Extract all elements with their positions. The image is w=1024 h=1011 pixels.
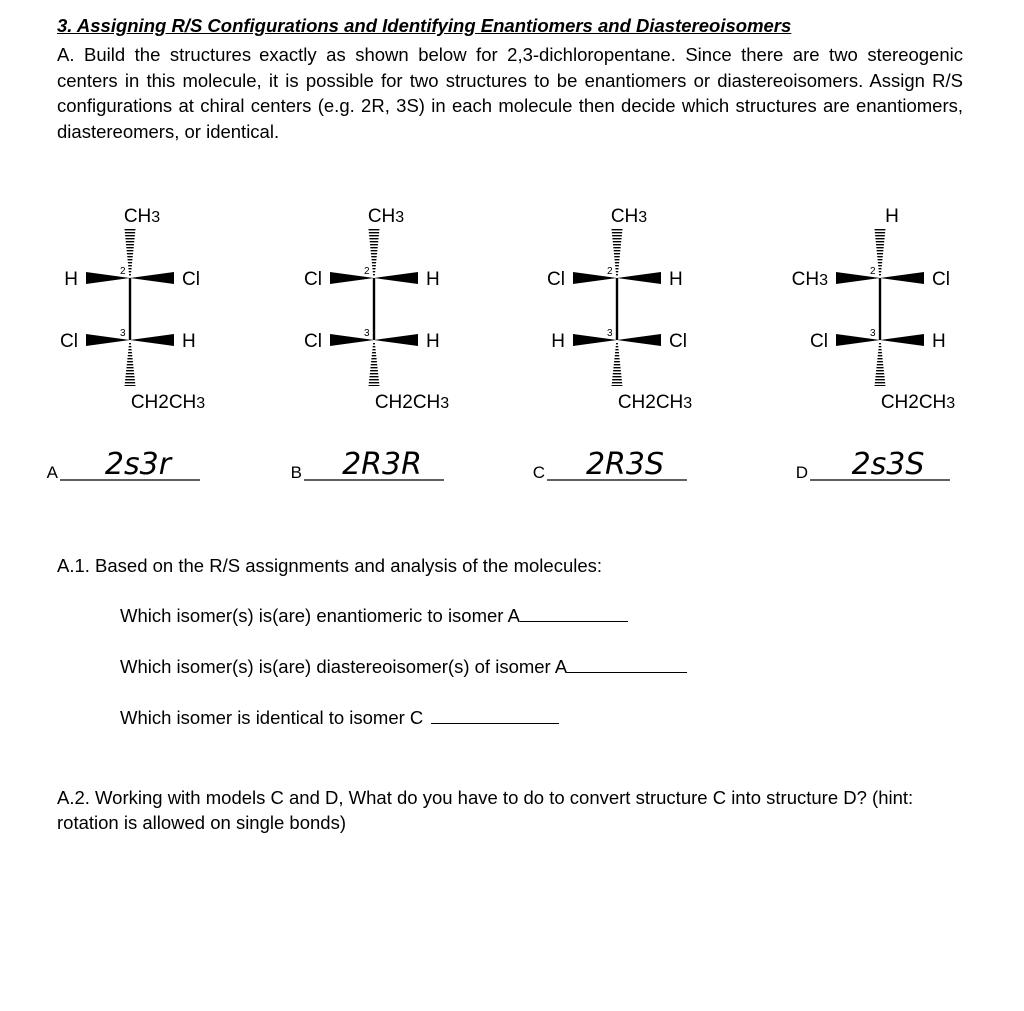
carbon-number-2: 2 (607, 266, 613, 277)
molecule-c (533, 206, 693, 482)
top-substituent: CH3 (123, 206, 161, 227)
answer-blank-enantiomer[interactable] (520, 605, 628, 622)
intro-text: exactly as shown below for 2,3-dichloropentane. Since there are two stereogenic centers in this molecule, it is possible for two structures to be enantiomers or diastereoisomers. Assign R/S configurations at chiral centers (e.g. 2R, 3S) in each molecule then decide which structures are enantiomers, diastereomers, or identical. (57, 44, 963, 142)
wedge-c3-right (374, 334, 418, 346)
carbon-number-3: 3 (120, 328, 126, 339)
molecule-d (792, 206, 956, 482)
structure-letter: C (532, 463, 545, 482)
question-diastereoisomer-text: Which isomer(s) is(are) diastereoisomer(s) of isomer A (120, 656, 568, 677)
wedge-c3-right (130, 334, 174, 346)
carbon-number-2: 2 (364, 266, 370, 277)
top-substituent: H (885, 206, 899, 227)
c3-left-substituent: Cl (810, 331, 828, 352)
hashed-bond-top (369, 229, 380, 276)
hashed-bond-bottom (369, 342, 380, 386)
c3-left-substituent: H (551, 331, 565, 352)
handwritten-answer: 2s3S (851, 447, 925, 482)
handwritten-answer: 2s3r (104, 447, 172, 482)
section-title: 3. Assigning R/S Configurations and Identifying Enantiomers and Diastereoisomers (57, 15, 792, 36)
top-substituent: CH3 (610, 206, 648, 227)
top-substituent: CH3 (367, 206, 405, 227)
c2-left-substituent: Cl (547, 269, 565, 290)
structure-letter: A (46, 463, 58, 482)
hashed-bond-top (125, 229, 136, 276)
question-identical-text: Which isomer is identical to isomer C (120, 707, 424, 728)
hashed-bond-top (875, 229, 886, 276)
structure-letter: D (795, 463, 808, 482)
carbon-number-3: 3 (364, 328, 370, 339)
bottom-substituent: CH2CH3 (880, 392, 956, 413)
bottom-substituent: CH2CH3 (617, 392, 693, 413)
hashed-bond-bottom (875, 342, 886, 386)
carbon-number-3: 3 (870, 328, 876, 339)
hashed-bond-bottom (125, 342, 136, 386)
intro-paragraph (57, 42, 963, 144)
c3-right-substituent: H (182, 331, 196, 352)
wedge-c2-right (880, 272, 924, 284)
c2-right-substituent: H (669, 269, 683, 290)
answer-blank-diastereoisomer[interactable] (567, 656, 687, 673)
wedge-c2-right (130, 272, 174, 284)
handwritten-answer: 2R3R (342, 447, 422, 482)
handwritten-answer: 2R3S (585, 447, 665, 482)
c2-right-substituent: H (426, 269, 440, 290)
structures-figure (0, 190, 1024, 495)
question-identical (120, 707, 559, 729)
c3-right-substituent: H (932, 331, 946, 352)
wedge-c3-right (617, 334, 661, 346)
question-enantiomer-text: Which isomer(s) is(are) enantiomeric to isomer A (120, 605, 520, 626)
bottom-substituent: CH2CH3 (374, 392, 450, 413)
wedge-c2-right (374, 272, 418, 284)
wedge-c3-right (880, 334, 924, 346)
molecule-b (291, 206, 450, 482)
c3-left-substituent: Cl (304, 331, 322, 352)
a2-question: A.2. Working with models C and D, What do you have to do to convert structure C into structure D? (hint: rotation is allowed on single bonds) (57, 787, 914, 833)
c2-left-substituent: H (64, 269, 78, 290)
carbon-number-2: 2 (120, 266, 126, 277)
a1-heading: A.1. Based on the R/S assignments and analysis of the molecules: (57, 555, 603, 576)
c2-left-substituent: CH3 (791, 269, 828, 290)
question-diastereoisomer (120, 656, 687, 678)
hashed-bond-bottom (612, 342, 623, 386)
answer-blank-identical[interactable] (431, 707, 559, 724)
c3-right-substituent: H (426, 331, 440, 352)
molecule-a (47, 206, 206, 482)
c3-left-substituent: Cl (60, 331, 78, 352)
intro-lead: A. Build the structures (57, 44, 252, 65)
c2-right-substituent: Cl (182, 269, 200, 290)
question-enantiomer (120, 605, 628, 627)
wedge-c2-right (617, 272, 661, 284)
bottom-substituent: CH2CH3 (130, 392, 206, 413)
structure-letter: B (290, 463, 302, 482)
carbon-number-3: 3 (607, 328, 613, 339)
c2-left-substituent: Cl (304, 269, 322, 290)
c3-right-substituent: Cl (669, 331, 687, 352)
carbon-number-2: 2 (870, 266, 876, 277)
hashed-bond-top (612, 229, 623, 276)
c2-right-substituent: Cl (932, 269, 950, 290)
